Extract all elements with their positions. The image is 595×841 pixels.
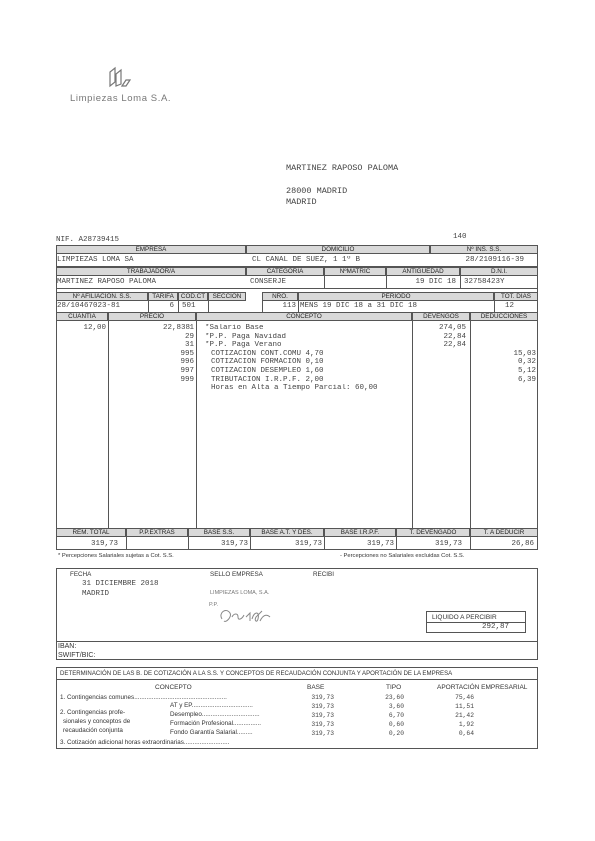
sello-label: SELLO EMPRESA: [210, 571, 263, 578]
line-concept: COTIZACION FORMACION 0,10: [211, 358, 324, 367]
header-codct: COD.CT: [178, 292, 208, 301]
header-periodo: PERIODO: [298, 292, 494, 301]
header-t-devengado: T. DEVENGADO: [396, 528, 470, 537]
receipt-city: MADRID: [82, 590, 110, 598]
det-at-ep: AT y EP...................................: [170, 702, 253, 709]
line-code: 997: [180, 367, 194, 375]
det-tipo: 0,20: [388, 730, 404, 737]
header-matricula: NºMATRIC: [324, 267, 386, 276]
company-logo-icon: [106, 66, 134, 88]
company-logo: [106, 66, 134, 93]
header-afiliacion: Nº AFILIACION. S.S.: [56, 292, 148, 301]
value-nro: 113: [282, 302, 296, 310]
det-tipo: 23,60: [385, 694, 404, 701]
det-aportacion: 11,51: [455, 703, 474, 710]
det-header-concepto: CONCEPTO: [155, 684, 192, 691]
iban-label: IBAN:: [58, 643, 77, 650]
line-concept: *P.P. Paga Navidad: [205, 332, 287, 341]
value-trabajador: MARTINEZ RAPOSO PALOMA: [57, 278, 157, 286]
recipient-city: MADRID: [286, 197, 317, 207]
recipient-name: MARTINEZ RAPOSO PALOMA: [286, 163, 399, 173]
line-concept: Horas en Alta a Tiempo Parcial: 60,00: [211, 384, 378, 393]
value-tarifa: 6: [169, 302, 174, 310]
line-deduccion: 6,39: [517, 375, 536, 384]
value-afiliacion: 28/10467023-81: [57, 302, 121, 310]
stamp-pp: P.P.: [209, 602, 218, 608]
swift-label: SWIFT/BIC:: [58, 652, 96, 659]
value-base-ss: 319,73: [220, 540, 248, 548]
line-cuantia: 12,00: [83, 324, 106, 332]
header-concepto: CONCEPTO: [196, 312, 412, 321]
det-tipo: 6,70: [388, 712, 404, 719]
value-base-at: 319,73: [294, 540, 322, 548]
line-code: 1: [189, 324, 194, 332]
header-antiguedad: ANTIGUEDAD: [386, 267, 460, 276]
header-empresa: EMPRESA: [56, 245, 246, 254]
det-base: 319,73: [311, 703, 334, 710]
det-aportacion: 1,92: [458, 721, 474, 728]
header-categoria: CATEGORIA: [246, 267, 324, 276]
det-base: 319,73: [311, 721, 334, 728]
det-contingencias-prof-3: recaudación conjunta: [63, 727, 123, 734]
value-categoria: CONSERJE: [250, 278, 287, 286]
value-domicilio: CL CANAL DE SUEZ, 1 1º B: [252, 256, 361, 264]
value-ins-ss: 28/2109116-39: [465, 256, 524, 264]
det-header-base: BASE: [307, 684, 325, 691]
header-deducciones: DEDUCCIONES: [470, 312, 538, 321]
value-empresa: LIMPIEZAS LOMA SA: [57, 256, 134, 264]
line-deduccion: 15,03: [513, 349, 536, 358]
header-devengos: DEVENGOS: [412, 312, 470, 321]
value-dni: 32758423Y: [464, 278, 505, 286]
header-precio: PRECIO: [108, 312, 196, 321]
line-deduccion: 0,32: [517, 358, 536, 367]
value-base-irpf: 319,73: [366, 540, 394, 548]
liquido-value: 292,87: [482, 623, 510, 631]
value-t-deducir: 26,86: [511, 540, 534, 548]
recipient-postal: 28000 MADRID: [286, 186, 348, 196]
line-concept: COTIZACION CONT.COMU 4,70: [211, 349, 324, 358]
det-base: 319,73: [311, 694, 334, 701]
value-periodo: MENS 19 DIC 18 a 31 DIC 18: [300, 302, 418, 310]
det-aportacion: 0,64: [458, 730, 474, 737]
liquido-label: LIQUIDO A PERCIBIR: [432, 614, 497, 621]
note-salarial: * Percepciones Salariales sujetas a Cot. S.S.: [58, 553, 174, 559]
det-contingencias-prof-1: 2. Contingencias profe-: [60, 709, 126, 716]
header-base-ss: BASE S.S.: [188, 528, 250, 537]
det-contingencias-comunes: 1. Contingencias comunes.....................................................: [60, 694, 227, 701]
line-devengo: 274,05: [438, 324, 466, 332]
sheet-number: 140: [453, 233, 467, 241]
signature-icon: [216, 603, 276, 629]
line-code: 999: [180, 375, 194, 384]
determinacion-title: DETERMINACIÓN DE LAS B. DE COTIZACIÓN A LA S.S. Y CONCEPTOS DE RECAUDACIÓN CONJUNTA Y APORTACIÓN DE LA EMPRESA: [60, 670, 453, 677]
value-rem-total: 319,73: [90, 540, 118, 548]
header-ppextras: P.P.EXTRAS: [126, 528, 188, 537]
line-precio: 22,838: [162, 324, 190, 332]
payslip-table: [56, 245, 538, 550]
header-t-deducir: T. A DEDUCIR: [470, 528, 538, 537]
signature: [216, 603, 276, 634]
det-horas-extra: 3. Cotización adicional horas extraordinarias..........................: [60, 739, 230, 746]
note-no-salarial: - Percepciones no Salariales excluidas Cot. S.S.: [340, 553, 465, 559]
line-deduccion: 5,12: [517, 367, 536, 375]
det-base: 319,73: [311, 712, 334, 719]
recibi-label: RECIBI: [313, 571, 334, 578]
value-codct: 501: [182, 302, 196, 310]
det-formacion: Formación Profesional................: [170, 720, 261, 727]
det-aportacion: 21,42: [455, 712, 474, 719]
header-cuantia: CUANTIA: [56, 312, 108, 321]
value-antiguedad: 19 DIC 18: [415, 278, 456, 286]
header-dni: D.N.I.: [460, 267, 538, 276]
header-trabajador: TRABAJADOR/A: [56, 267, 246, 276]
line-concept: TRIBUTACION I.R.P.F. 2,00: [211, 375, 324, 384]
line-concept: COTIZACION DESEMPLEO 1,60: [211, 367, 324, 375]
receipt-date: 31 DICIEMBRE 2018: [82, 580, 159, 588]
header-tot-dias: TOT. DIAS: [494, 292, 538, 301]
company-nif: NIF. A28739415: [56, 236, 120, 244]
line-devengo: 22,84: [443, 341, 466, 350]
det-fogasa: Fondo Garantía Salarial.........: [170, 729, 253, 736]
det-tipo: 0,60: [388, 721, 404, 728]
line-code: 29: [184, 332, 194, 341]
line-concept: *P.P. Paga Verano: [205, 341, 282, 350]
line-devengo: 22,84: [443, 332, 466, 341]
header-base-irpf: BASE I.R.P.F.: [324, 528, 396, 537]
det-base: 319,73: [311, 730, 334, 737]
value-tot-dias: 12: [505, 302, 515, 310]
line-code: 995: [180, 349, 194, 358]
line-code: 996: [180, 358, 194, 367]
header-rem-total: REM. TOTAL: [56, 528, 126, 537]
header-ins-ss: Nº INS. S.S.: [430, 245, 538, 254]
fecha-label: FECHA: [70, 571, 92, 578]
header-tarifa: TARIFA: [148, 292, 178, 301]
header-domicilio: DOMICILIO: [246, 245, 430, 254]
det-tipo: 3,60: [388, 703, 404, 710]
line-code: 31: [184, 341, 194, 350]
det-header-tipo: TIPO: [386, 684, 402, 691]
det-desempleo: Desempleo.................................: [170, 711, 260, 718]
det-header-aportacion: APORTACIÓN EMPRESARIAL: [437, 684, 528, 691]
header-seccion: SECCION: [208, 292, 246, 301]
value-t-devengado: 319,73: [434, 540, 462, 548]
line-concept: *Salario Base: [205, 324, 264, 332]
det-contingencias-prof-2: sionales y conceptos de: [63, 718, 131, 725]
header-nro: NRO.: [262, 292, 298, 301]
company-name: Limpiezas Loma S.A.: [70, 93, 172, 104]
header-base-at: BASE A.T. Y DES.: [250, 528, 324, 537]
company-stamp: LIMPIEZAS LOMA, S.A.: [210, 590, 270, 596]
det-aportacion: 75,46: [455, 694, 474, 701]
